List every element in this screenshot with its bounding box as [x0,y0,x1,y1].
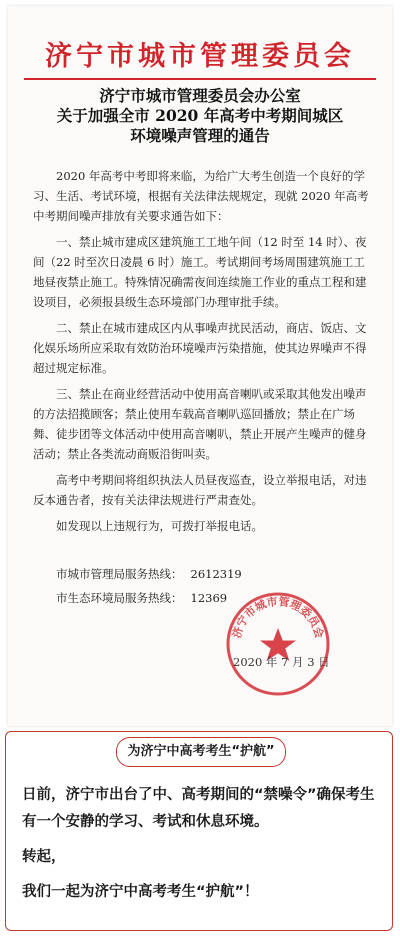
document-title-line-3: 环境噪声管理的通告 [130,126,270,145]
hotline-city-number: 2612319 [190,567,242,581]
document-header: 济宁市城市管理委员会 [45,41,355,72]
document-body [33,166,369,536]
banner-pill: 为济宁中高考考生“护航” [116,737,286,767]
body-paragraph-intro: 2020 年高考中考即将来临，为给广大考生创造一个良好的学习、生活、考试环境，根据有关法律法规规定，现就 2020 年高考中考期间噪声排放有关要求通告如下： [33,169,369,223]
official-seal-icon [224,590,332,698]
header-divider [24,78,376,80]
caption-paragraph-1: 日前，济宁市出台了中、高考期间的“禁噪令”确保考生有一个安静的学习、考试和休息环境。 [22,787,375,830]
body-paragraph-rule-3: 三、禁止在商业经营活动中使用高音喇叭或采取其他发出噪声的方法招揽顾客；禁止使用车载高音喇叭巡回播放；禁止在广场舞、徒步团等文体活动中使用高音喇叭，禁止开展产生噪声的健身活动；禁止各类流动商贩沿街叫卖。 [33,387,367,461]
caption-paragraph-3: 我们一起为济宁中高考考生“护航”！ [22,884,259,900]
notice-document [8,6,392,726]
body-paragraph-rule-2: 二、禁止在城市建成区内从事噪声扰民活动，商店、饭店、文化娱乐场所应采取有效防治环境噪声污染措施，使其边界噪声不得超过规定标准。 [33,321,367,375]
body-paragraph-enforcement: 高考中考期间将组织执法人员昼夜巡查，设立举报电话，对违反本通告者，按有关法律法规进行严肃查处。 [33,473,367,507]
hotline-eco-number: 12369 [190,591,228,605]
hotline-city [56,566,242,582]
hotline-eco [56,590,227,606]
body-paragraph-report: 如发现以上违规行为，可拨打举报电话。 [56,519,263,533]
body-paragraph-rule-1: 一、禁止城市建成区建筑施工工地午间（12 时至 14 时）、夜间（22 时至次日凌晨 6 时）施工。考试期间考场周围建筑施工工地昼夜禁止施工。特殊情况确需夜间连续施工作业的重点工程和建设项目，必须报县级生态环境部门办理审批手续。 [33,235,367,309]
hotline-city-label: 市城市管理局服务热线： [56,567,183,581]
document-title-line-1: 济宁市城市管理委员会办公室 [99,86,301,105]
document-date: 2020 年 7 月 3 日 [233,655,330,669]
caption-paragraph-2: 转起， [22,849,66,865]
seal-text: 济宁市城市管理委员会 [230,595,326,640]
hotline-eco-label: 市生态环境局服务热线： [56,591,183,605]
document-title-line-2: 关于加强全市 2020 年高考中考期间城区 [56,106,344,125]
